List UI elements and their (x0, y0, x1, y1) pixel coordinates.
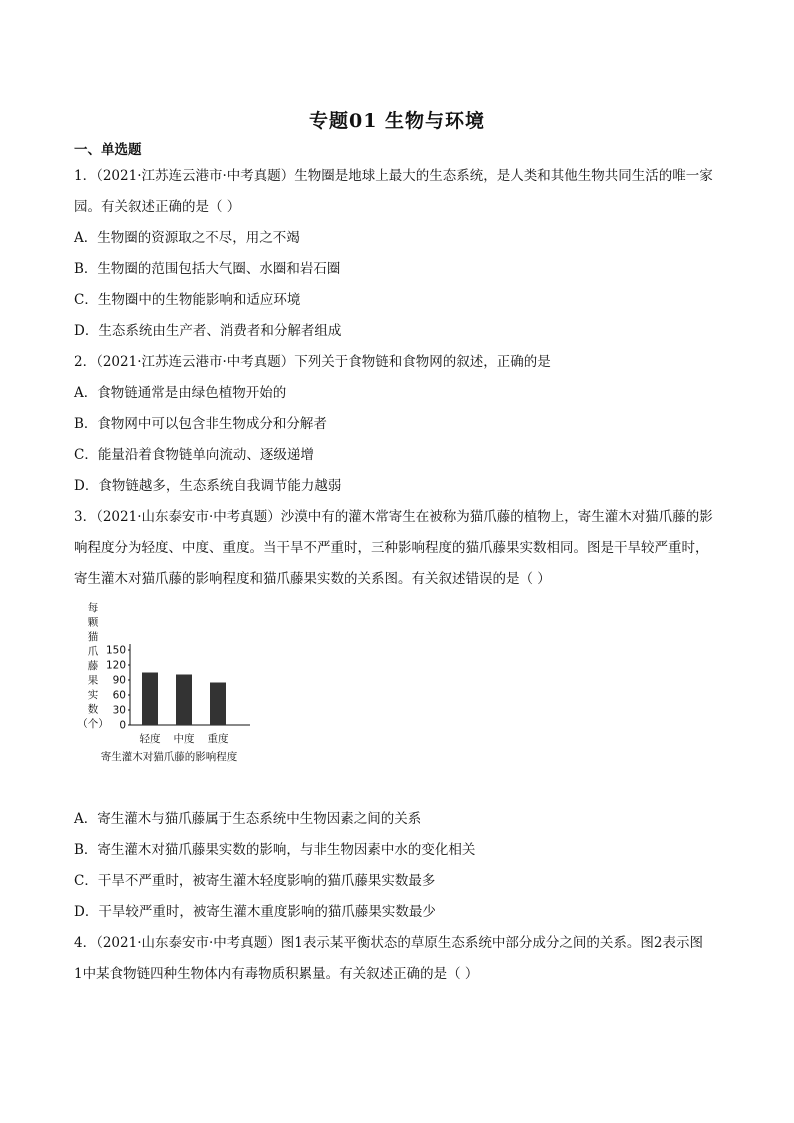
q2-stem-line1: 2．（2021·江苏连云港市·中考真题）下列关于食物链和食物网的叙述，正确的是 (74, 354, 551, 370)
x-tick-label: 轻度 (139, 733, 161, 745)
x-axis-ticks (140, 732, 229, 745)
q4-stem-line1: 4．（2021·山东泰安市·中考真题）图1表示某平衡状态的草原生态系统中部分成分之间的关系。图2表示图 (74, 935, 703, 951)
y-axis-label (77, 601, 109, 730)
q1-option-a: A．生物圈的资源取之不尽，用之不竭 (74, 230, 300, 246)
bar-2 (176, 675, 192, 726)
x-tick-label: 重度 (207, 733, 229, 745)
x-axis-label: 寄生灌木对猫爪藤的影响程度 (100, 751, 238, 763)
q1-option-b: B．生物圈的范围包括大气圈、水圈和岩石圈 (74, 261, 341, 277)
y-tick-label: 120 (105, 659, 126, 672)
y-axis-label-char: （个） (77, 718, 109, 730)
q1-option-c: C．生物圈中的生物能影响和适应环境 (74, 292, 301, 308)
y-tick-label: 150 (105, 644, 126, 657)
x-tick-label: 中度 (173, 733, 195, 745)
y-tick-label: 60 (112, 689, 126, 702)
bar-3 (210, 683, 226, 726)
y-axis-label-char: 果 (87, 674, 99, 687)
bar-chart (66, 600, 286, 770)
q3-option-c: C．干旱不严重时，被寄生灌木轻度影响的猫爪藤果实数最多 (74, 873, 436, 889)
q3-stem-line3: 寄生灌木对猫爪藤的影响程度和猫爪藤果实数的关系图。有关叙述错误的是（ ） (74, 571, 551, 587)
bar-1 (142, 673, 158, 726)
q2-option-b: B．食物网中可以包含非生物成分和分解者 (74, 416, 327, 432)
q1-stem-line1: 1．（2021·江苏连云港市·中考真题）生物圈是地球上最大的生态系统，是人类和其他生物共同生活的唯一家 (74, 168, 713, 184)
section-heading: 一、单选题 (74, 142, 142, 158)
y-axis-label-char: 数 (87, 703, 99, 716)
y-axis-label-char: 颗 (87, 616, 99, 629)
y-tick-label: 30 (112, 704, 126, 717)
y-axis-ticks (106, 645, 130, 732)
y-axis-label-char: 实 (87, 689, 99, 701)
q3-option-a: A．寄生灌木与猫爪藤属于生态系统中生物因素之间的关系 (74, 811, 422, 827)
y-axis-label-char: 爪 (87, 645, 99, 658)
q2-option-c: C．能量沿着食物链单向流动、逐级递增 (74, 447, 314, 463)
q3-stem-line2: 响程度分为轻度、中度、重度。当干旱不严重时，三种影响程度的猫爪藤果实数相同。图是干旱较严重时， (74, 540, 709, 556)
y-axis-label-char: 藤 (87, 660, 99, 672)
q1-stem-line2: 园。有关叙述正确的是（ ） (74, 199, 241, 215)
q2-option-d: D．食物链越多，生态系统自我调节能力越弱 (74, 478, 342, 494)
q3-option-d: D．干旱较严重时，被寄生灌木重度影响的猫爪藤果实数最少 (74, 904, 436, 920)
y-tick-label: 0 (119, 719, 126, 732)
q4-stem-line2: 1中某食物链四种生物体内有毒物质积累量。有关叙述正确的是（ ） (74, 966, 479, 982)
q2-option-a: A．食物链通常是由绿色植物开始的 (74, 385, 287, 401)
y-axis-label-char: 猫 (87, 631, 99, 643)
q1-option-d: D．生态系统由生产者、消费者和分解者组成 (74, 323, 342, 339)
q3-option-b: B．寄生灌木对猫爪藤果实数的影响，与非生物因素中水的变化相关 (74, 842, 476, 858)
y-tick-label: 90 (112, 674, 126, 687)
page-title: 专题01 生物与环境 (308, 110, 486, 132)
y-axis-label-char: 每 (87, 602, 99, 614)
bars (142, 673, 226, 726)
q3-stem-line1: 3．（2021·山东泰安市·中考真题）沙漠中有的灌木常寄生在被称为猫爪藤的植物上，寄生灌木对猫爪藤的影 (74, 509, 713, 525)
